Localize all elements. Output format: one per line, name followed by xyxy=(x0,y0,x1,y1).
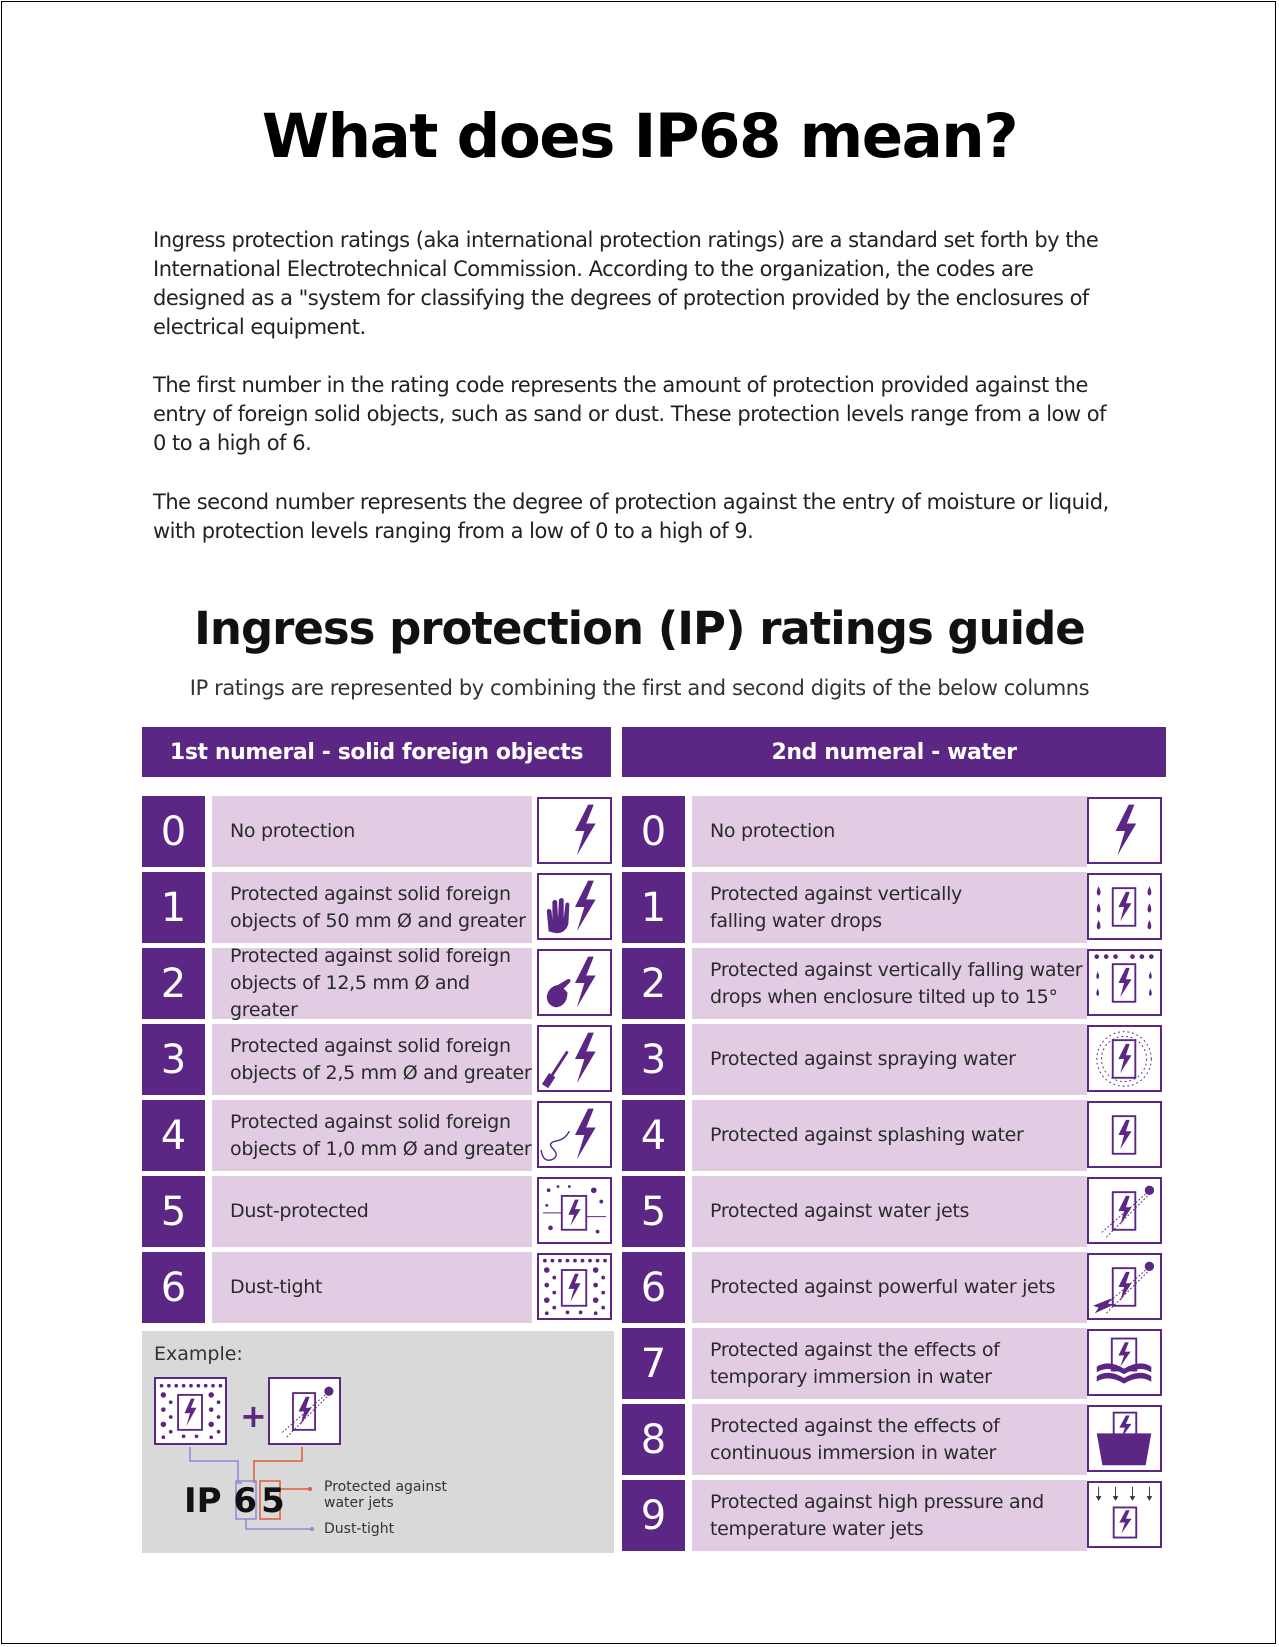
water-row-7 xyxy=(622,1328,1167,1399)
rating-description: Protected against solid foreign objects of 12,5 mm Ø and greater xyxy=(212,948,532,1019)
rating-number: 8 xyxy=(622,1404,685,1475)
lightning-icon xyxy=(1087,797,1162,864)
rating-number: 4 xyxy=(142,1100,205,1171)
guide-title: Ingress protection (IP) ratings guide xyxy=(194,602,1085,655)
solids-column-header: 1st numeral - solid foreign objects xyxy=(142,727,611,777)
water-row-5 xyxy=(622,1176,1167,1247)
solids-row-1 xyxy=(142,872,612,943)
rating-number: 0 xyxy=(622,796,685,867)
rating-number: 5 xyxy=(142,1176,205,1247)
water-row-6 xyxy=(622,1252,1167,1323)
rating-description: Protected against water jets xyxy=(692,1176,1087,1247)
rating-number: 3 xyxy=(622,1024,685,1095)
solids-row-4 xyxy=(142,1100,612,1171)
vertical-drops-icon xyxy=(1087,873,1162,940)
example-water-note: Protected against water jets xyxy=(324,1479,448,1511)
rating-number: 9 xyxy=(622,1480,685,1551)
example-panel xyxy=(142,1331,614,1553)
rating-description: Protected against the effects of continuous immersion in water xyxy=(692,1404,1087,1475)
rating-description: No protection xyxy=(212,796,532,867)
splash-icon xyxy=(1087,1101,1162,1168)
example-ip-code: IP 65 xyxy=(184,1481,289,1521)
rating-description: Protected against splashing water xyxy=(692,1100,1087,1171)
rating-description: No protection xyxy=(692,796,1087,867)
rating-number: 6 xyxy=(622,1252,685,1323)
rating-description: Dust-tight xyxy=(212,1252,532,1323)
rating-number: 6 xyxy=(142,1252,205,1323)
plus-sign: + xyxy=(240,1397,267,1435)
example-dust-note: Dust-tight xyxy=(324,1521,395,1537)
dust-protected-icon xyxy=(537,1177,612,1244)
high-pressure-jet-icon xyxy=(1087,1481,1162,1548)
tilted-drops-icon xyxy=(1087,949,1162,1016)
example-label: Example: xyxy=(154,1343,243,1365)
rating-description: Protected against powerful water jets xyxy=(692,1252,1087,1323)
lightning-icon xyxy=(537,797,612,864)
solids-row-3 xyxy=(142,1024,612,1095)
solids-row-2 xyxy=(142,945,612,1021)
rating-description: Protected against solid foreign objects of 50 mm Ø and greater xyxy=(212,872,532,943)
rating-number: 5 xyxy=(622,1176,685,1247)
water-jet-icon xyxy=(1087,1177,1162,1244)
rating-number: 2 xyxy=(622,948,685,1019)
rating-description: Protected against vertically falling water drops when enclosure tilted up to 15° xyxy=(692,948,1087,1019)
rating-number: 7 xyxy=(622,1328,685,1399)
rating-number: 2 xyxy=(142,948,205,1019)
water-row-8 xyxy=(622,1404,1167,1475)
rating-number: 4 xyxy=(622,1100,685,1171)
rating-description: Protected against spraying water xyxy=(692,1024,1087,1095)
water-row-0 xyxy=(622,796,1167,867)
solids-row-6 xyxy=(142,1252,612,1323)
rating-description: Protected against the effects of temporary immersion in water xyxy=(692,1328,1087,1399)
guide-subtitle: IP ratings are represented by combining the first and second digits of the below columns xyxy=(189,676,1090,700)
hand-icon xyxy=(537,873,612,940)
water-row-2 xyxy=(622,948,1167,1019)
rating-description: Protected against solid foreign objects of 2,5 mm Ø and greater xyxy=(212,1024,532,1095)
intro-paragraph: Ingress protection ratings (aka international protection ratings) are a standard set forth by the International Electrotechnical Commission. According to the organization, the codes are designed as a "system for classifying the degrees of protection provided by the enclosures of electrical equipment. xyxy=(153,228,1099,339)
spray-icon xyxy=(1087,1025,1162,1092)
rating-description: Protected against vertically falling water drops xyxy=(692,872,1087,943)
screwdriver-icon xyxy=(537,1025,612,1092)
continuous-immersion-icon xyxy=(1087,1405,1162,1472)
wire-icon xyxy=(537,1101,612,1168)
water-row-1 xyxy=(622,872,1167,943)
page-title: What does IP68 mean? xyxy=(261,101,1018,172)
water-row-9 xyxy=(622,1480,1167,1551)
powerful-jet-icon xyxy=(1087,1253,1162,1320)
rating-number: 3 xyxy=(142,1024,205,1095)
water-column-header: 2nd numeral - water xyxy=(622,727,1166,777)
solids-row-0 xyxy=(142,796,612,867)
rating-number: 1 xyxy=(622,872,685,943)
second-number-paragraph: The second number represents the degree of protection against the entry of moisture or liquid, with protection levels ranging from a low of 0 to a high of 9. xyxy=(153,490,1109,543)
rating-number: 0 xyxy=(142,796,205,867)
dust-tight-icon xyxy=(537,1253,612,1320)
first-number-paragraph: The first number in the rating code represents the amount of protection provided against the entry of foreign solid objects, such as sand or dust. These protection levels range from a low of 0 to a high of 6. xyxy=(153,373,1106,455)
rating-description: Protected against high pressure and temperature water jets xyxy=(692,1480,1087,1551)
temporary-immersion-icon xyxy=(1087,1329,1162,1396)
rating-description: Dust-protected xyxy=(212,1176,532,1247)
rating-description: Protected against solid foreign objects of 1,0 mm Ø and greater xyxy=(212,1100,532,1171)
solids-row-5 xyxy=(142,1176,612,1247)
water-row-3 xyxy=(622,1024,1167,1095)
finger-icon xyxy=(537,949,612,1016)
rating-number: 1 xyxy=(142,872,205,943)
water-row-4 xyxy=(622,1100,1167,1171)
